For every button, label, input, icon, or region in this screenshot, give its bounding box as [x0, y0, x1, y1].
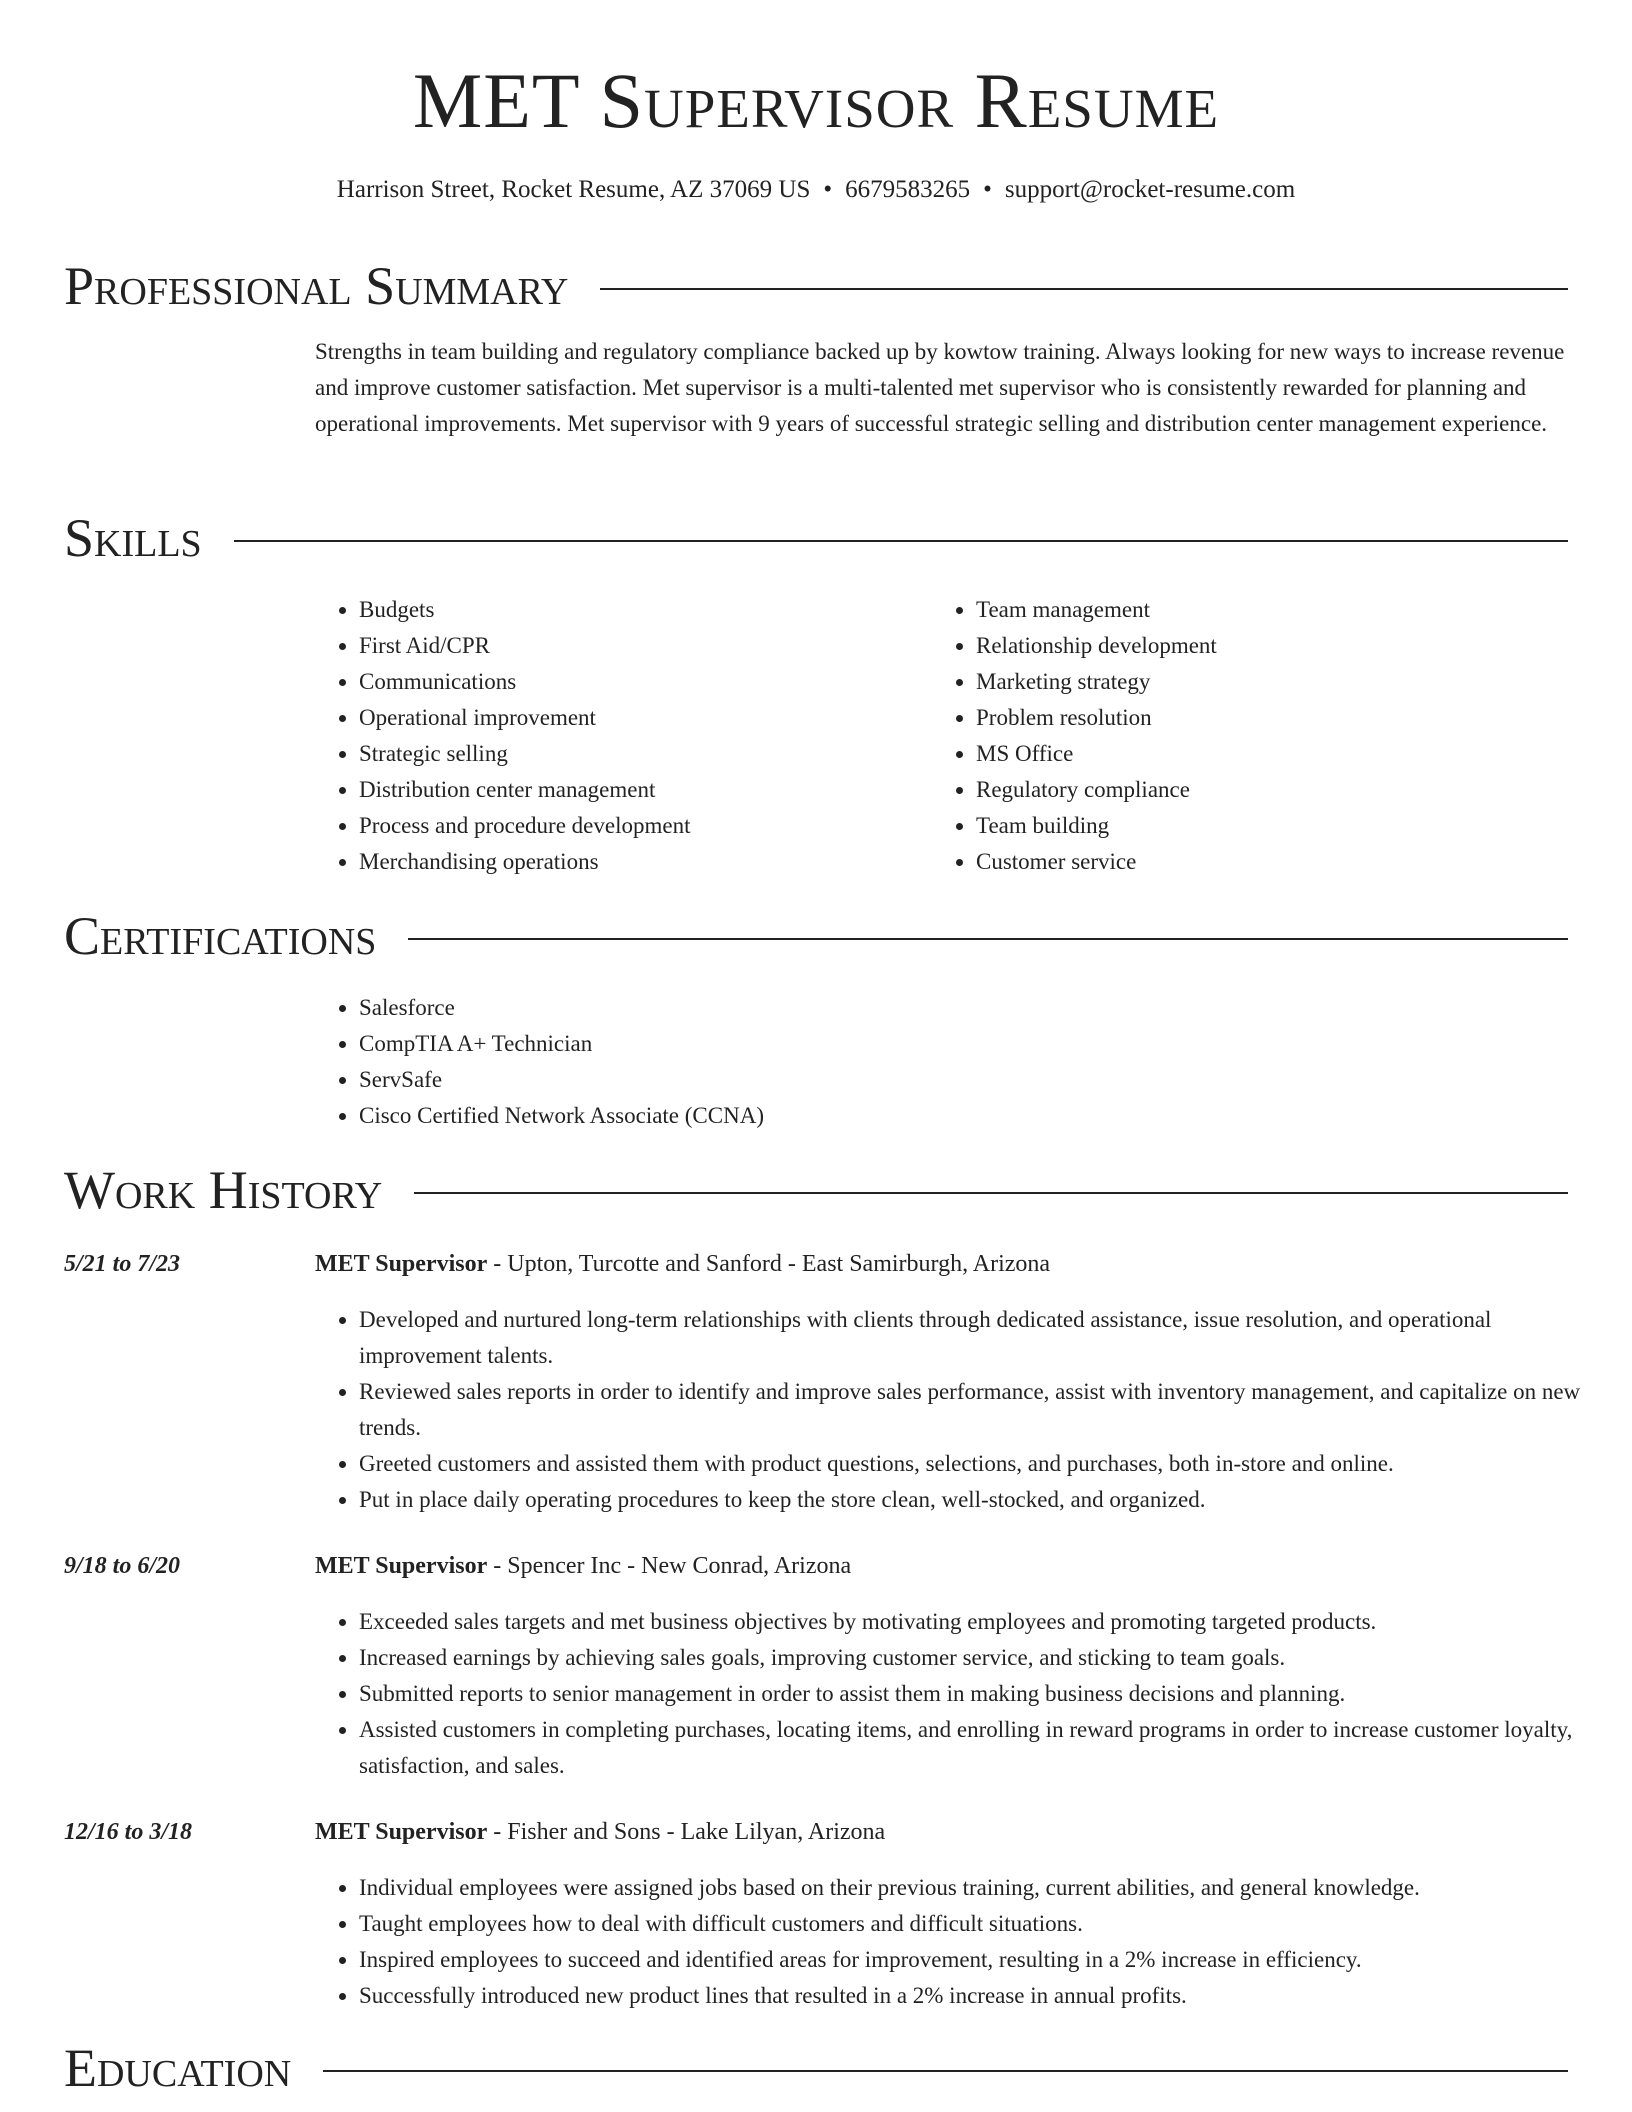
job-bullets	[315, 1604, 1612, 1784]
job-bullet: • Developed and nurtured long-term relationships with clients through dedicated assistance, issue resolution, and operational improvement talents.	[359, 1302, 1612, 1374]
job-role: MET Supervisor	[315, 1251, 488, 1277]
section-heading-work-history	[64, 1160, 1568, 1220]
skill-item: • Strategic selling	[359, 736, 919, 772]
job-bullets	[315, 1870, 1612, 2014]
skill-item: • Merchandising operations	[359, 844, 919, 880]
job-bullet: • Increased earnings by achieving sales goals, improving customer service, and sticking to team goals.	[359, 1640, 1612, 1676]
section-divider	[234, 540, 1568, 542]
job-bullet: • Greeted customers and assisted them with product questions, selections, and purchases, both in-store and online.	[359, 1446, 1612, 1482]
skill-item: • Distribution center management	[359, 772, 919, 808]
certification-item: • Salesforce	[359, 990, 1559, 1026]
certification-item: • Cisco Certified Network Associate (CCNA)	[359, 1098, 1559, 1134]
job-heading	[315, 1550, 851, 1582]
section-heading-summary	[64, 256, 1568, 316]
job-bullet: • Successfully introduced new product lines that resulted in a 2% increase in annual profits.	[359, 1978, 1612, 2014]
section-divider	[323, 2070, 1568, 2072]
separator-dot: •	[823, 176, 833, 203]
job-bullet: • Reviewed sales reports in order to identify and improve sales performance, assist with inventory management, and capitalize on new trends.	[359, 1374, 1612, 1446]
section-divider	[408, 938, 1568, 940]
skill-item: • Team building	[976, 808, 1536, 844]
skill-item: • Team management	[976, 592, 1536, 628]
job-heading	[315, 1816, 885, 1848]
certifications-list	[315, 990, 1559, 1134]
skill-item: • Communications	[359, 664, 919, 700]
skills-list-left	[315, 592, 919, 880]
skill-item: • Budgets	[359, 592, 919, 628]
job-dates: 5/21 to 7/23	[64, 1251, 181, 1277]
certification-item: • CompTIA A+ Technician	[359, 1026, 1559, 1062]
job-bullet: • Put in place daily operating procedures to keep the store clean, well-stocked, and organized.	[359, 1482, 1612, 1518]
phone-number: 6679583265	[845, 176, 971, 203]
skill-item: • Process and procedure development	[359, 808, 919, 844]
job-bullet: • Inspired employees to succeed and identified areas for improvement, resulting in a 2% increase in efficiency.	[359, 1942, 1612, 1978]
skill-item: • Regulatory compliance	[976, 772, 1536, 808]
job-role: MET Supervisor	[315, 1819, 488, 1845]
summary-paragraph: Strengths in team building and regulatory compliance backed up by kowtow training. Always looking for new ways to increase revenue and improve customer satisfaction. Met supervisor is a multi-talented met supervisor who is consistently rewarded for planning and operational improvements. Met supervisor with 9 years of successful strategic selling and distribution center management experience.	[315, 339, 1565, 436]
section-title: Work History	[64, 1160, 383, 1220]
section-divider	[414, 1192, 1568, 1194]
job-role: MET Supervisor	[315, 1553, 488, 1579]
skill-item: • Customer service	[976, 844, 1536, 880]
job-employer: - Spencer Inc - New Conrad, Arizona	[487, 1553, 852, 1579]
separator-dot: •	[983, 176, 992, 203]
job-dates: 12/16 to 3/18	[64, 1819, 193, 1845]
skill-item: • Relationship development	[976, 628, 1536, 664]
contact-line	[64, 174, 1568, 206]
skill-item: • Operational improvement	[359, 700, 919, 736]
job-dates: 9/18 to 6/20	[64, 1553, 181, 1579]
certification-item: • ServSafe	[359, 1062, 1559, 1098]
job-bullets	[315, 1302, 1612, 1518]
job-bullet: • Individual employees were assigned jobs based on their previous training, current abilities, and general knowledge.	[359, 1870, 1612, 1906]
skill-item: • First Aid/CPR	[359, 628, 919, 664]
section-title: Education	[64, 2038, 292, 2098]
skills-list-right	[932, 592, 1536, 880]
section-divider	[600, 288, 1568, 290]
section-title: Professional Summary	[64, 256, 569, 316]
job-employer: - Fisher and Sons - Lake Lilyan, Arizona	[487, 1819, 886, 1845]
address: Harrison Street, Rocket Resume, AZ 37069 US	[336, 176, 811, 203]
job-employer: - Upton, Turcotte and Sanford - East Samirburgh, Arizona	[487, 1251, 1051, 1277]
section-heading-education	[64, 2038, 1568, 2098]
email-address: support@rocket-resume.com	[1004, 176, 1296, 203]
resume-title: MET Supervisor Resume	[412, 57, 1220, 144]
job-bullet: • Assisted customers in completing purchases, locating items, and enrolling in reward programs in order to increase customer loyalty, satisfaction, and sales.	[359, 1712, 1612, 1784]
skill-item: • MS Office	[976, 736, 1536, 772]
job-heading	[315, 1248, 1050, 1280]
job-bullet: • Taught employees how to deal with difficult customers and difficult situations.	[359, 1906, 1612, 1942]
section-heading-skills	[64, 508, 1568, 568]
job-bullet: • Submitted reports to senior management in order to assist them in making business decisions and planning.	[359, 1676, 1612, 1712]
skill-item: • Marketing strategy	[976, 664, 1536, 700]
job-bullet: • Exceeded sales targets and met business objectives by motivating employees and promoting targeted products.	[359, 1604, 1612, 1640]
skill-item: • Problem resolution	[976, 700, 1536, 736]
section-title: Skills	[64, 508, 202, 568]
section-title: Certifications	[64, 906, 377, 966]
section-heading-certifications	[64, 906, 1568, 966]
